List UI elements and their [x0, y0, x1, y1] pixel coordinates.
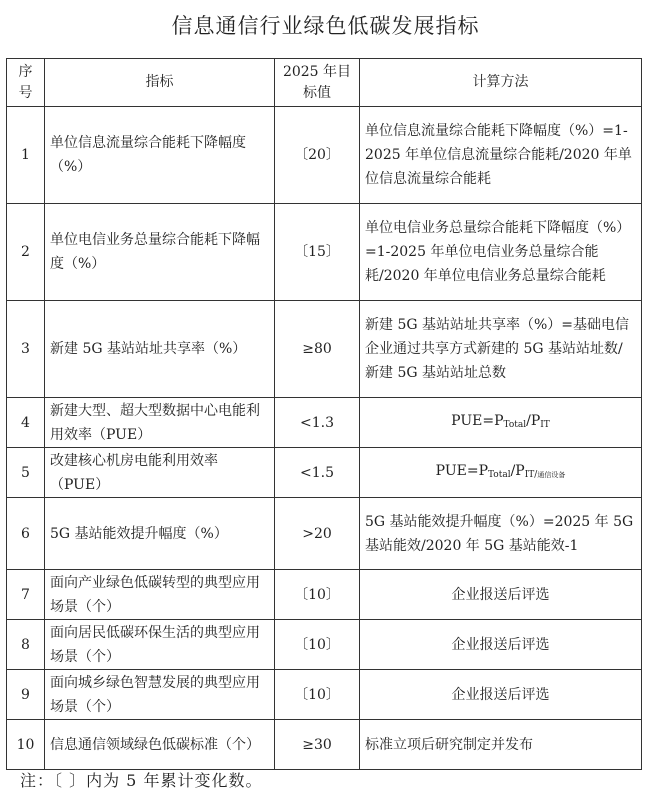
table-row [7, 720, 642, 770]
table-row [7, 670, 642, 720]
row-method-formula [360, 398, 642, 448]
formula-sub-it: IT [540, 419, 550, 430]
row-method: 企业报送后评选 [360, 670, 642, 720]
row-num: 7 [7, 570, 45, 620]
row-method: 单位电信业务总量综合能耗下降幅度（%）=1-2025 年单位电信业务总量综合能耗/2020 年单位电信业务总量综合能耗 [360, 204, 642, 301]
row-num: 8 [7, 620, 45, 670]
header-num: 序号 [7, 59, 45, 107]
row-indicator: 信息通信领域绿色低碳标准（个） [45, 720, 275, 770]
row-method: 5G 基站能效提升幅度（%）=2025 年 5G 基站能效/2020 年 5G 基站能效-1 [360, 498, 642, 570]
table-row [7, 620, 642, 670]
table-row [7, 398, 642, 448]
row-method-formula [360, 448, 642, 498]
row-indicator: 面向居民低碳环保生活的典型应用场景（个） [45, 620, 275, 670]
row-target: <1.5 [275, 448, 360, 498]
formula-sub-equipment: 通信设备 [537, 470, 566, 479]
row-num: 3 [7, 301, 45, 398]
row-num: 6 [7, 498, 45, 570]
document-title: 信息通信行业绿色低碳发展指标 [171, 14, 480, 38]
footnote: 注：〔 〕内为 5 年累计变化数。 [20, 771, 263, 790]
table-row [7, 570, 642, 620]
row-target: 〔15〕 [275, 204, 360, 301]
row-target: >20 [275, 498, 360, 570]
table-row [7, 301, 642, 398]
row-target: ≥30 [275, 720, 360, 770]
formula-prefix: PUE=P [435, 462, 488, 479]
table-row [7, 498, 642, 570]
row-indicator: 新建 5G 基站站址共享率（%） [45, 301, 275, 398]
row-method: 标准立项后研究制定并发布 [360, 720, 642, 770]
table-header-row [7, 59, 642, 107]
indicator-table [6, 58, 642, 770]
row-target: 〔10〕 [275, 570, 360, 620]
row-method: 单位信息流量综合能耗下降幅度（%）=1-2025 年单位信息流量综合能耗/2020 年单位信息流量综合能耗 [360, 107, 642, 204]
formula-mid: /P [510, 462, 525, 479]
header-method: 计算方法 [360, 59, 642, 107]
header-target: 2025 年目标值 [275, 59, 360, 107]
row-num: 4 [7, 398, 45, 448]
row-num: 10 [7, 720, 45, 770]
table-row [7, 107, 642, 204]
row-num: 1 [7, 107, 45, 204]
row-target: 〔10〕 [275, 670, 360, 720]
row-method: 新建 5G 基站站址共享率（%）=基础电信企业通过共享方式新建的 5G 基站站址数/新建 5G 基站站址总数 [360, 301, 642, 398]
formula-prefix: PUE=P [451, 412, 504, 429]
formula-sub-it: IT/ [524, 469, 538, 480]
row-indicator: 面向产业绿色低碳转型的典型应用场景（个） [45, 570, 275, 620]
header-indicator: 指标 [45, 59, 275, 107]
row-indicator: 面向城乡绿色智慧发展的典型应用场景（个） [45, 670, 275, 720]
row-method: 企业报送后评选 [360, 620, 642, 670]
row-target: <1.3 [275, 398, 360, 448]
formula-sub-total: Total [488, 469, 511, 480]
formula-mid: /P [526, 412, 541, 429]
row-indicator: 单位信息流量综合能耗下降幅度（%） [45, 107, 275, 204]
row-method: 企业报送后评选 [360, 570, 642, 620]
row-num: 2 [7, 204, 45, 301]
row-indicator: 新建大型、超大型数据中心电能利用效率（PUE） [45, 398, 275, 448]
row-indicator: 改建核心机房电能利用效率（PUE） [45, 448, 275, 498]
row-target: 〔10〕 [275, 620, 360, 670]
row-indicator: 5G 基站能效提升幅度（%） [45, 498, 275, 570]
table-row [7, 204, 642, 301]
row-num: 9 [7, 670, 45, 720]
table-row [7, 448, 642, 498]
row-target: 〔20〕 [275, 107, 360, 204]
row-num: 5 [7, 448, 45, 498]
formula-sub-total: Total [503, 419, 527, 430]
row-indicator: 单位电信业务总量综合能耗下降幅度（%） [45, 204, 275, 301]
row-target: ≥80 [275, 301, 360, 398]
